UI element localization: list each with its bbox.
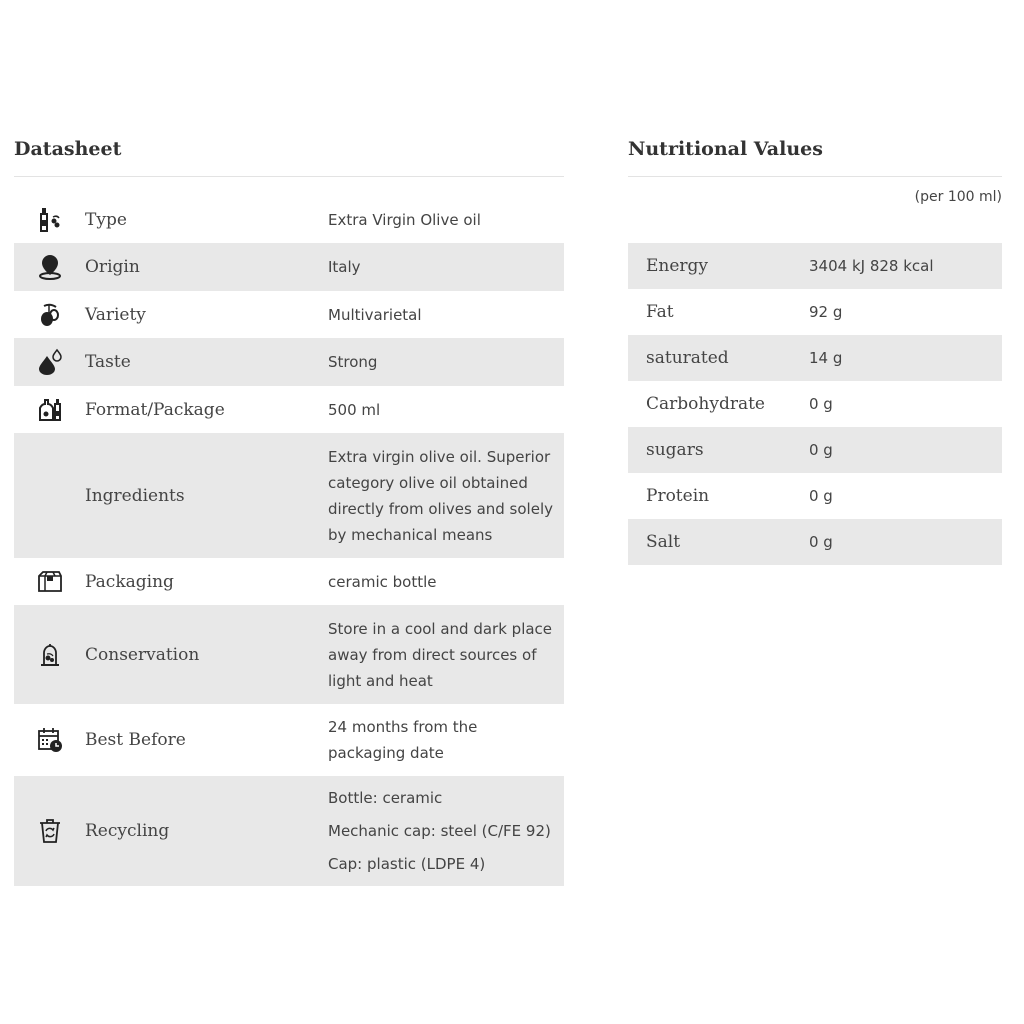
datasheet-value: Extra Virgin Olive oil [328,210,481,229]
datasheet-value: Store in a cool and dark place away from direct sources of light and heat [328,619,553,690]
nutrition-table [628,243,1002,565]
datasheet-row-recycling [14,776,564,886]
datasheet-label: Recycling [85,821,170,841]
datasheet-value: Italy [328,258,361,276]
box-icon [14,568,85,596]
bottles-icon [14,396,85,424]
datasheet-title: Datasheet [14,138,122,160]
nutrition-row-protein [628,473,1002,519]
nutrition-label: saturated [646,348,729,368]
nutrition-label: Carbohydrate [646,394,765,414]
nutrition-value: 92 g [809,303,843,321]
divider [628,176,1002,177]
nutrition-row-carbohydrate [628,381,1002,427]
nutrition-value: 0 g [809,487,833,505]
calendar-clock-icon [14,726,85,754]
bell-jar-olive-icon [14,641,85,669]
nutrition-label: sugars [646,440,704,460]
datasheet-label: Origin [85,257,140,277]
nutrition-row-sugars [628,427,1002,473]
datasheet-table [14,196,564,886]
datasheet-label: Packaging [85,571,174,592]
nutrition-row-fat [628,289,1002,335]
datasheet-value: Multivarietal [328,305,422,324]
datasheet-row-origin [14,243,564,291]
nutrition-row-energy [628,243,1002,289]
nutrition-label: Energy [646,256,709,276]
datasheet-row-format [14,386,564,433]
nutrition-value: 3404 kJ 828 kcal [809,257,934,275]
nutrition-section [628,130,1002,565]
datasheet-label: Best Before [85,730,186,750]
nutrition-value: 0 g [809,533,833,551]
datasheet-value: 24 months from the packaging date [328,718,478,762]
nutrition-value: 14 g [809,349,843,367]
olives-icon [14,301,85,329]
datasheet-row-type [14,196,564,243]
datasheet-label: Format/Package [85,399,225,420]
nutrition-label: Salt [646,532,681,552]
datasheet-value: Extra virgin olive oil. Superior category olive oil obtained directly from olives and solely by mechanical means [328,447,553,544]
nutrition-row-saturated [628,335,1002,381]
datasheet-value: Strong [328,353,378,371]
datasheet-row-taste [14,338,564,386]
bottle-and-olive-icon [14,206,85,234]
per-unit-note: (per 100 ml) [914,189,1002,205]
nutrition-value: 0 g [809,441,833,459]
recycle-bin-icon [14,817,85,845]
nutrition-label: Fat [646,302,674,322]
datasheet-label: Ingredients [85,485,185,506]
datasheet-row-variety [14,291,564,338]
nutrition-row-salt [628,519,1002,565]
datasheet-label: Conservation [85,644,200,665]
nutrition-label: Protein [646,486,710,506]
datasheet-row-best-before [14,704,564,776]
datasheet-label: Type [85,209,127,230]
location-pin-icon [14,253,85,281]
datasheet-value: ceramic bottle [328,572,437,591]
nutrition-value: 0 g [809,395,833,413]
datasheet-row-packaging [14,558,564,605]
datasheet-row-ingredients [14,433,564,558]
datasheet-section [14,130,564,886]
datasheet-label: Variety [85,304,146,325]
divider [14,176,564,177]
nutrition-title: Nutritional Values [628,138,823,160]
datasheet-label: Taste [85,352,131,372]
drops-icon [14,348,85,376]
datasheet-row-conservation [14,605,564,704]
datasheet-value: Bottle: ceramic Mechanic cap: steel (C/FE 92) Cap: plastic (LDPE 4) [328,788,551,873]
datasheet-value: 500 ml [328,400,381,419]
